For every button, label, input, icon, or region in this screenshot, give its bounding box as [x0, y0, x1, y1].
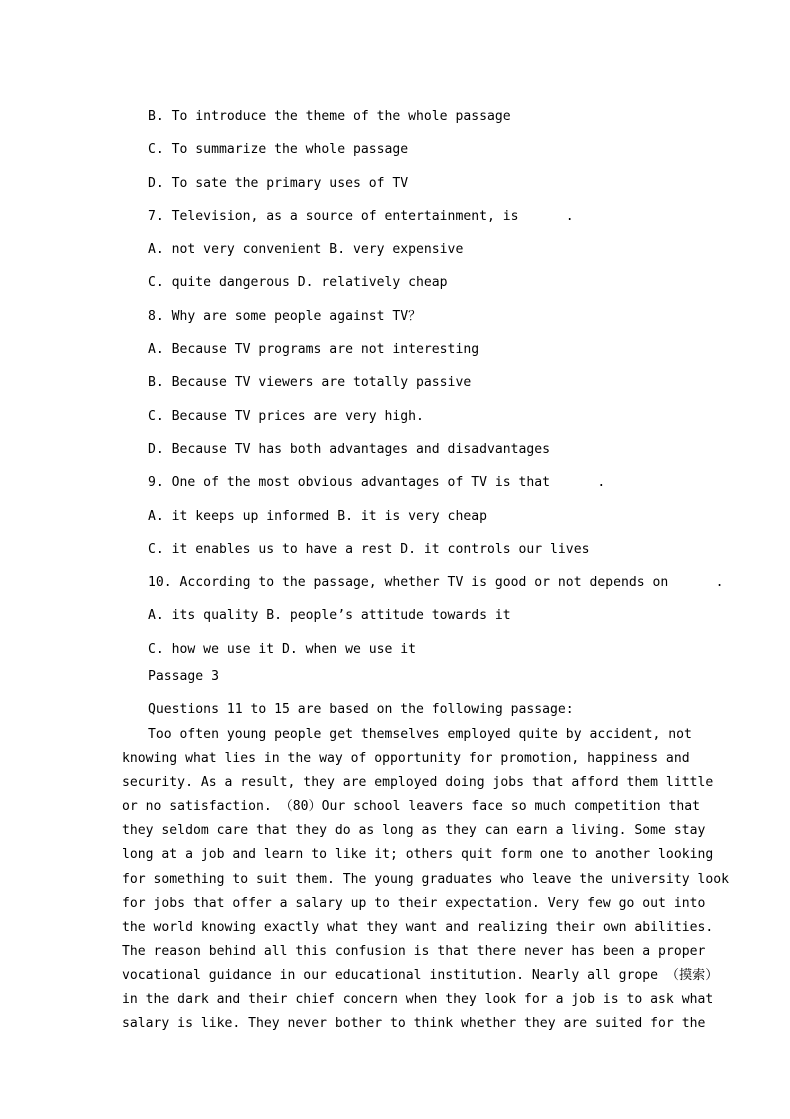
- question-option-line: C. To summarize the whole passage: [148, 142, 409, 158]
- passage-heading-block: [148, 660, 688, 727]
- passage-text-line: the world knowing exactly what they want and realizing their own abilities.: [122, 919, 714, 935]
- question-option-line: A. Because TV programs are not interesting: [148, 342, 480, 358]
- question-option-line: C. quite dangerous D. relatively cheap: [148, 275, 448, 291]
- question-option-line: C. it enables us to have a rest D. it controls our lives: [148, 541, 590, 557]
- passage-text-line: salary is like. They never bother to think whether they are suited for the: [122, 1016, 706, 1032]
- passage-text-line: long at a job and learn to like it; others quit form one to another looking: [122, 847, 714, 863]
- passage-text-line: vocational guidance in our educational institution. Nearly all grope （摸索）: [122, 967, 719, 983]
- passage-title: Passage 3: [148, 669, 219, 684]
- question-option-line: D. Because TV has both advantages and disadvantages: [148, 441, 551, 457]
- questions-block: [148, 100, 724, 666]
- passage-text-line: knowing what lies in the way of opportunity for promotion, happiness and: [122, 751, 690, 767]
- question-line: 9. One of the most obvious advantages of TV is that .: [148, 475, 606, 491]
- question-option-line: C. Because TV prices are very high.: [148, 408, 424, 424]
- question-line: 10. According to the passage, whether TV is good or not depends on .: [148, 575, 724, 591]
- passage-lead-in: Questions 11 to 15 are based on the following passage:: [148, 702, 574, 718]
- passage-text-line: for something to suit them. The young graduates who leave the university look: [122, 871, 729, 887]
- passage-text-line: in the dark and their chief concern when they look for a job is to ask what: [122, 992, 714, 1008]
- question-option-line: A. its quality B. people’s attitude towards it: [148, 608, 511, 624]
- passage-text-line: or no satisfaction. （80）Our school leavers face so much competition that: [122, 799, 701, 815]
- passage-text-line: for jobs that offer a salary up to their expectation. Very few go out into: [122, 895, 706, 911]
- passage-text-line: they seldom care that they do as long as they can earn a living. Some stay: [122, 823, 706, 839]
- question-option-line: A. it keeps up informed B. it is very cheap: [148, 508, 487, 524]
- question-option-line: B. To introduce the theme of the whole passage: [148, 109, 511, 124]
- passage-text-line: The reason behind all this confusion is that there never has been a proper: [122, 943, 706, 959]
- question-option-line: D. To sate the primary uses of TV: [148, 175, 409, 191]
- question-option-line: C. how we use it D. when we use it: [148, 641, 417, 657]
- question-option-line: A. not very convenient B. very expensive: [148, 242, 464, 258]
- passage-text-line: Too often young people get themselves employed quite by accident, not: [148, 727, 692, 742]
- passage-text-line: security. As a result, they are employed doing jobs that afford them little: [122, 775, 714, 791]
- question-line: 8. Why are some people against TV？: [148, 308, 422, 324]
- passage-body: [122, 723, 729, 1036]
- question-line: 7. Television, as a source of entertainment, is .: [148, 208, 574, 224]
- question-option-line: B. Because TV viewers are totally passive: [148, 375, 472, 391]
